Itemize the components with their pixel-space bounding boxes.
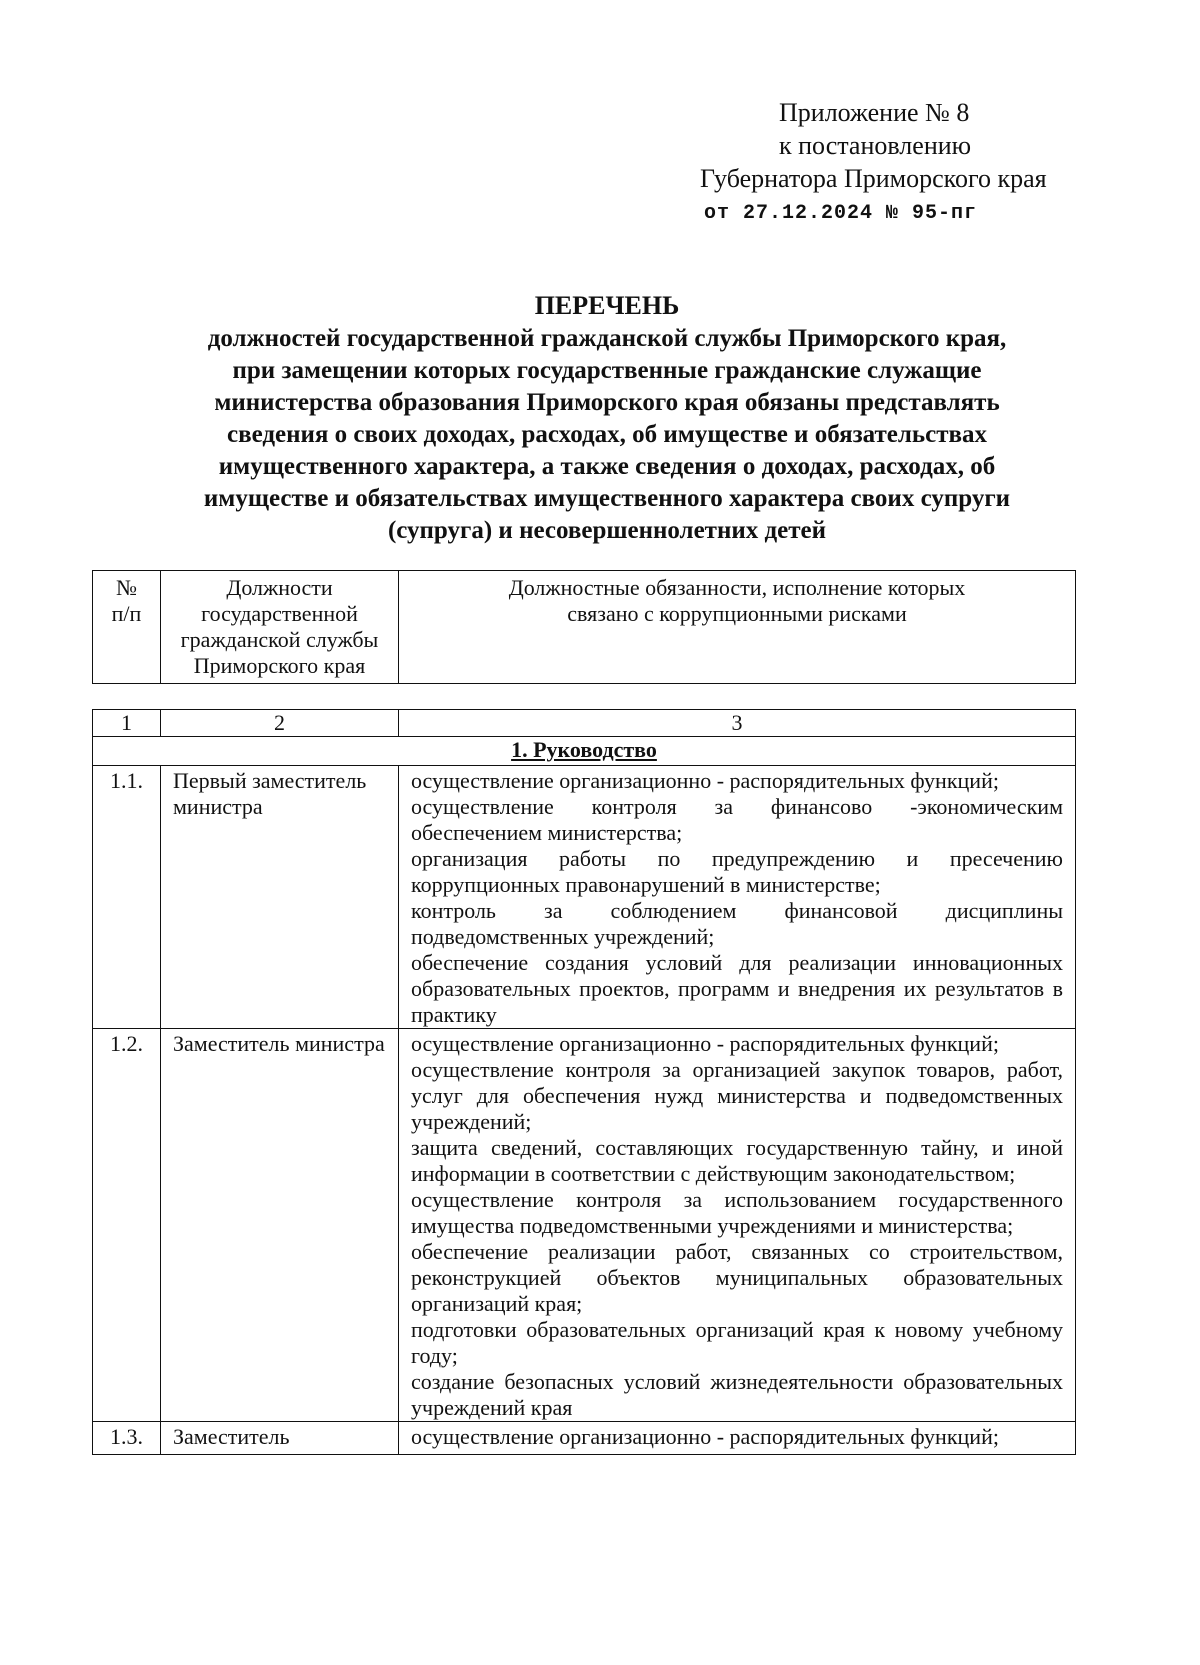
duty-item: осуществление контроля за финансово -экономическим обеспечением министерства;: [411, 794, 1063, 845]
duty-item: осуществление организационно - распорядительных функций;: [411, 768, 999, 793]
duty-item: организация работы по предупреждению и пресечению коррупционных правонарушений в министерстве;: [411, 846, 1063, 897]
positions-table: [92, 709, 1076, 1455]
column-number: 1: [93, 710, 161, 737]
duty-item: осуществление контроля за использованием государственного имущества подведомственными учреждениями и министерства;: [411, 1187, 1063, 1238]
header-position-column: Должности государственной гражданской службы Приморского края: [161, 571, 399, 684]
duty-item: осуществление организационно - распорядительных функций;: [411, 1031, 999, 1056]
duty-item: создание безопасных условий жизнедеятельности образовательных учреждений края: [411, 1369, 1063, 1420]
duty-item: защита сведений, составляющих государственную тайну, и иной информации в соответствии с действующим законодательством;: [411, 1135, 1063, 1186]
title-line: сведения о своих доходах, расходах, об имуществе и обязательствах: [226, 421, 988, 448]
title-line: должностей государственной гражданской службы Приморского края,: [207, 325, 1007, 352]
table-row: [93, 766, 1076, 1029]
column-number-row: [93, 710, 1076, 737]
header-number-column: № п/п: [93, 571, 161, 684]
row-position: Заместитель министра: [161, 1029, 399, 1422]
section-title: 1. Руководство: [93, 737, 1076, 766]
appendix-date-number: от 27.12.2024 № 95-пг: [704, 202, 978, 225]
column-number: 2: [161, 710, 399, 737]
row-position: Первый заместитель министра: [161, 766, 399, 1029]
table-header: [92, 570, 1076, 684]
title-line: имущественного характера, а также сведения о доходах, расходах, об: [218, 453, 996, 480]
table-row: [93, 1422, 1076, 1455]
title-line: министерства образования Приморского края обязаны представлять: [214, 389, 1000, 416]
duty-item: осуществление организационно - распорядительных функций;: [411, 1424, 999, 1449]
title-line: (супруга) и несовершеннолетних детей: [387, 517, 827, 544]
appendix-block: [700, 96, 1100, 230]
duty-item: осуществление контроля за организацией закупок товаров, работ, услуг для обеспечения нужд министерства и подведомственных учреждений;: [411, 1057, 1063, 1134]
row-position: Заместитель: [161, 1422, 399, 1455]
duty-item: подготовки образовательных организаций края к новому учебному году;: [411, 1317, 1063, 1368]
title-line: имуществе и обязательствах имущественного характера своих супруги: [203, 485, 1011, 512]
row-number: 1.1.: [93, 766, 161, 1029]
row-duties: [399, 1029, 1076, 1422]
header-duties-column: Должностные обязанности, исполнение которых связано с коррупционными рисками: [399, 571, 1076, 684]
appendix-reference: к постановлению: [779, 131, 972, 160]
row-number: 1.2.: [93, 1029, 161, 1422]
document-title: [92, 290, 1122, 547]
duty-item: обеспечение создания условий для реализации инновационных образовательных проектов, программ и внедрения их результатов в практику: [411, 950, 1063, 1027]
table-row: [93, 1029, 1076, 1422]
column-number: 3: [399, 710, 1076, 737]
row-duties: [399, 766, 1076, 1029]
duty-item: контроль за соблюдением финансовой дисциплины подведомственных учреждений;: [411, 898, 1063, 949]
row-number: 1.3.: [93, 1422, 161, 1455]
appendix-issuer: Губернатора Приморского края: [700, 164, 1047, 193]
title-line: при замещении которых государственные гражданские служащие: [232, 357, 982, 384]
appendix-number: Приложение № 8: [779, 98, 970, 127]
title-heading: ПЕРЕЧЕНЬ: [534, 291, 680, 320]
row-duties: [399, 1422, 1076, 1455]
duty-item: обеспечение реализации работ, связанных со строительством, реконструкцией объектов муниципальных образовательных организаций края;: [411, 1239, 1063, 1316]
section-row: [93, 737, 1076, 766]
